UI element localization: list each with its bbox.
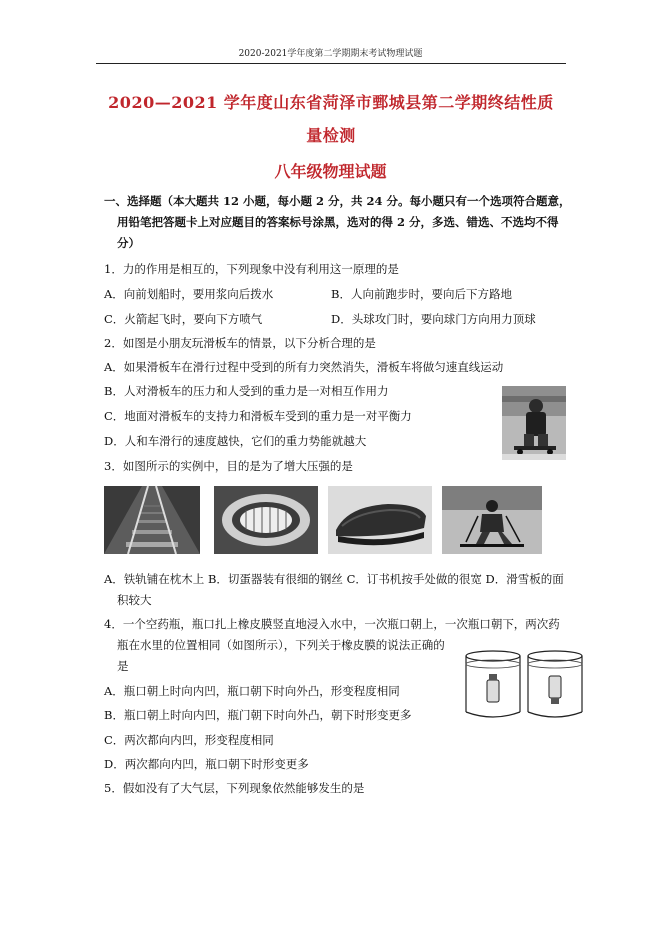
q4-option-b: B．瓶口朝上时向内凹，瓶门朝下时向外凸，朝下时形变更多	[104, 708, 412, 722]
skateboard-photo	[502, 386, 566, 460]
q2-option-c: C．地面对滑板车的支持力和滑板车受到的重力是一对平衡力	[104, 409, 412, 423]
section-heading-line3: 分）	[117, 236, 140, 250]
q4-option-a: A．瓶口朝上时向内凹，瓶口朝下时向外凸，形变程度相同	[104, 684, 400, 698]
page-header: 2020-2021学年度第二学期期末考试物理试题	[238, 49, 423, 59]
egg-slicer-photo	[214, 486, 318, 554]
exam-subtitle: 八年级物理试题	[274, 162, 387, 181]
q1-option-c: C．火箭起飞时，要向下方喷气	[104, 312, 263, 326]
section-heading-line1: 一、选择题（本大题共 12 小题，每小题 2 分，共 24 分。每小题只有一个选项符合题意，	[104, 194, 571, 208]
q1-option-d: D．头球攻门时，要向球门方向用力顶球	[331, 312, 536, 326]
q4-stem-line3: 是	[117, 659, 129, 673]
railway-sleepers-photo	[104, 486, 200, 554]
q2-option-d: D．人和车滑行的速度越快，它们的重力势能就越大	[104, 434, 367, 448]
q1-option-a: A．向前划船时，要用浆向后拨水	[104, 287, 274, 301]
q2-option-a: A．如果滑板车在滑行过程中受到的所有力突然消失，滑板车将做匀速直线运动	[104, 360, 504, 374]
section-heading-line2: 用铅笔把答题卡上对应题目的答案标号涂黑，选对的得 2 分，多选、错选、不选均不得	[117, 215, 559, 229]
q4-stem-line1: 4．一个空药瓶，瓶口扎上橡皮膜竖直地浸入水中，一次瓶口朝上，一次瓶口朝下，两次药	[104, 617, 560, 631]
exam-title-line2: 量检测	[306, 126, 356, 145]
q4-stem-line2: 瓶在水里的位置相同（如图所示），下列关于橡皮膜的说法正确的	[117, 638, 445, 652]
q5-stem: 5．假如没有了大气层，下列现象依然能够发生的是	[104, 781, 365, 795]
q1-option-b: B．人向前跑步时，要向后下方路地	[331, 287, 512, 301]
q1-stem: 1．力的作用是相互的，下列现象中没有利用这一原理的是	[104, 262, 399, 276]
q3-options-line2: 积较大	[117, 593, 152, 607]
stapler-photo	[328, 486, 432, 554]
header-rule	[96, 63, 566, 64]
q4-option-d: D．两次都向内凹，瓶口朝下时形变更多	[104, 757, 309, 771]
q2-stem: 2．如图是小朋友玩滑板车的情景，以下分析合理的是	[104, 336, 376, 350]
q3-options-line1: A．铁轨铺在枕木上 B．切蛋器装有很细的钢丝 C．订书机按手处做的很宽 D．滑雪板的面	[104, 572, 564, 586]
q2-option-b: B．人对滑板车的压力和人受到的重力是一对相互作用力	[104, 384, 389, 398]
q4-option-c: C．两次都向内凹，形变程度相同	[104, 733, 274, 747]
exam-title-line1: 2020—2021 学年度山东省菏泽市鄄城县第二学期终结性质	[108, 93, 554, 112]
medicine-bottle-diagram	[462, 648, 586, 720]
skiing-photo	[442, 486, 542, 554]
q3-stem: 3．如图所示的实例中，目的是为了增大压强的是	[104, 459, 353, 473]
